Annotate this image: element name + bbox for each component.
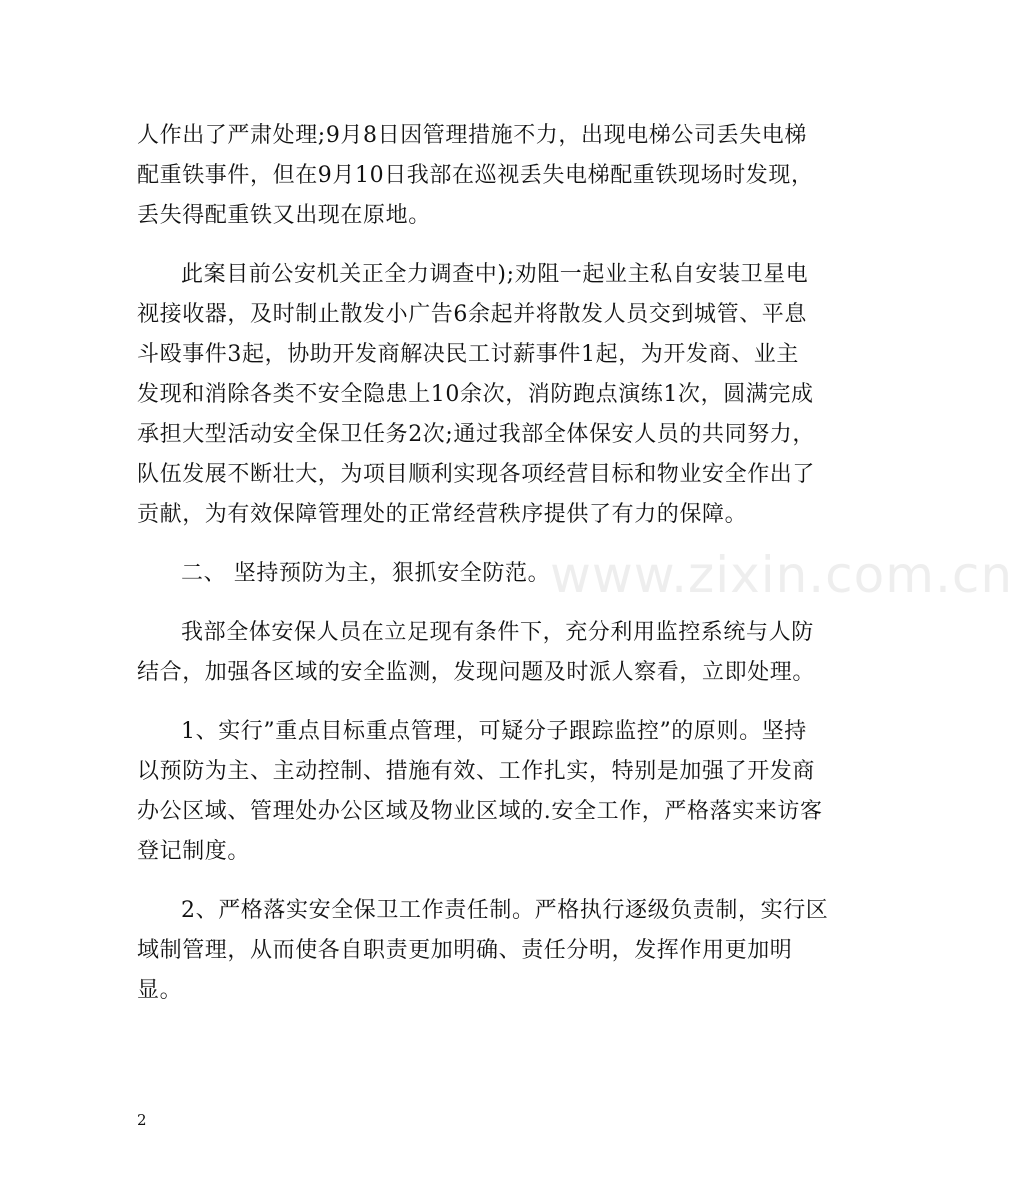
text-line: 2、严格落实安全保卫工作责任制。严格执行逐级负责制，实行区: [181, 898, 829, 923]
text-line: 1、实行”重点目标重点管理，可疑分子跟踪监控”的原则。坚持: [181, 719, 807, 744]
paragraph: [137, 712, 823, 872]
text-line: 二、 坚持预防为主，狠抓安全防范。: [181, 561, 551, 586]
text-line: 队伍发展不断壮大，为项目顺利实现各项经营目标和物业安全作出了: [137, 462, 816, 487]
paragraph: [137, 554, 787, 594]
text-line: 承担大型活动安全保卫任务2次;通过我部全体保安人员的共同努力，: [137, 422, 816, 447]
text-line: 办公区域、管理处办公区域及物业区域的.安全工作，严格落实来访客: [137, 799, 823, 824]
text-line: 我部全体安保人员在立足现有条件下，充分利用监控系统与人防: [181, 620, 814, 645]
paragraph: [137, 613, 816, 693]
page-number: 2: [137, 1111, 147, 1129]
text-line: 视接收器，及时制止散发小广告6余起并将散发人员交到城管、平息: [137, 302, 807, 327]
text-line: 此案目前公安机关正全力调查中);劝阻一起业主私自安装卫星电: [181, 262, 809, 287]
paragraph: [137, 116, 814, 236]
document-body: [137, 116, 829, 1030]
text-line: 人作出了严肃处理;9月8日因管理措施不力，出现电梯公司丢失电梯: [137, 123, 808, 148]
text-line: 贡献，为有效保障管理处的正常经营秩序提供了有力的保障。: [137, 502, 748, 527]
text-line: 域制管理，从而使各自职责更加明确、责任分明，发挥作用更加明: [137, 938, 793, 963]
paragraph: [137, 255, 816, 535]
text-line: 丢失得配重铁又出现在原地。: [137, 203, 431, 228]
text-line: 发现和消除各类不安全隐患上10余次，消防跑点演练1次，圆满完成: [137, 382, 814, 407]
text-line: 斗殴事件3起，协助开发商解决民工讨薪事件1起，为开发商、业主: [137, 342, 799, 367]
text-line: 以预防为主、主动控制、措施有效、工作扎实，特别是加强了开发商: [137, 759, 816, 784]
text-line: 配重铁事件，但在9月10日我部在巡视丢失电梯配重铁现场时发现，: [137, 163, 814, 188]
watermark: www.zixin.com.cn: [550, 546, 1013, 604]
text-line: 登记制度。: [137, 839, 251, 864]
text-line: 显。: [137, 978, 183, 1003]
paragraph: [137, 891, 829, 1011]
text-line: 结合，加强各区域的安全监测，发现问题及时派人察看，立即处理。: [137, 660, 816, 685]
